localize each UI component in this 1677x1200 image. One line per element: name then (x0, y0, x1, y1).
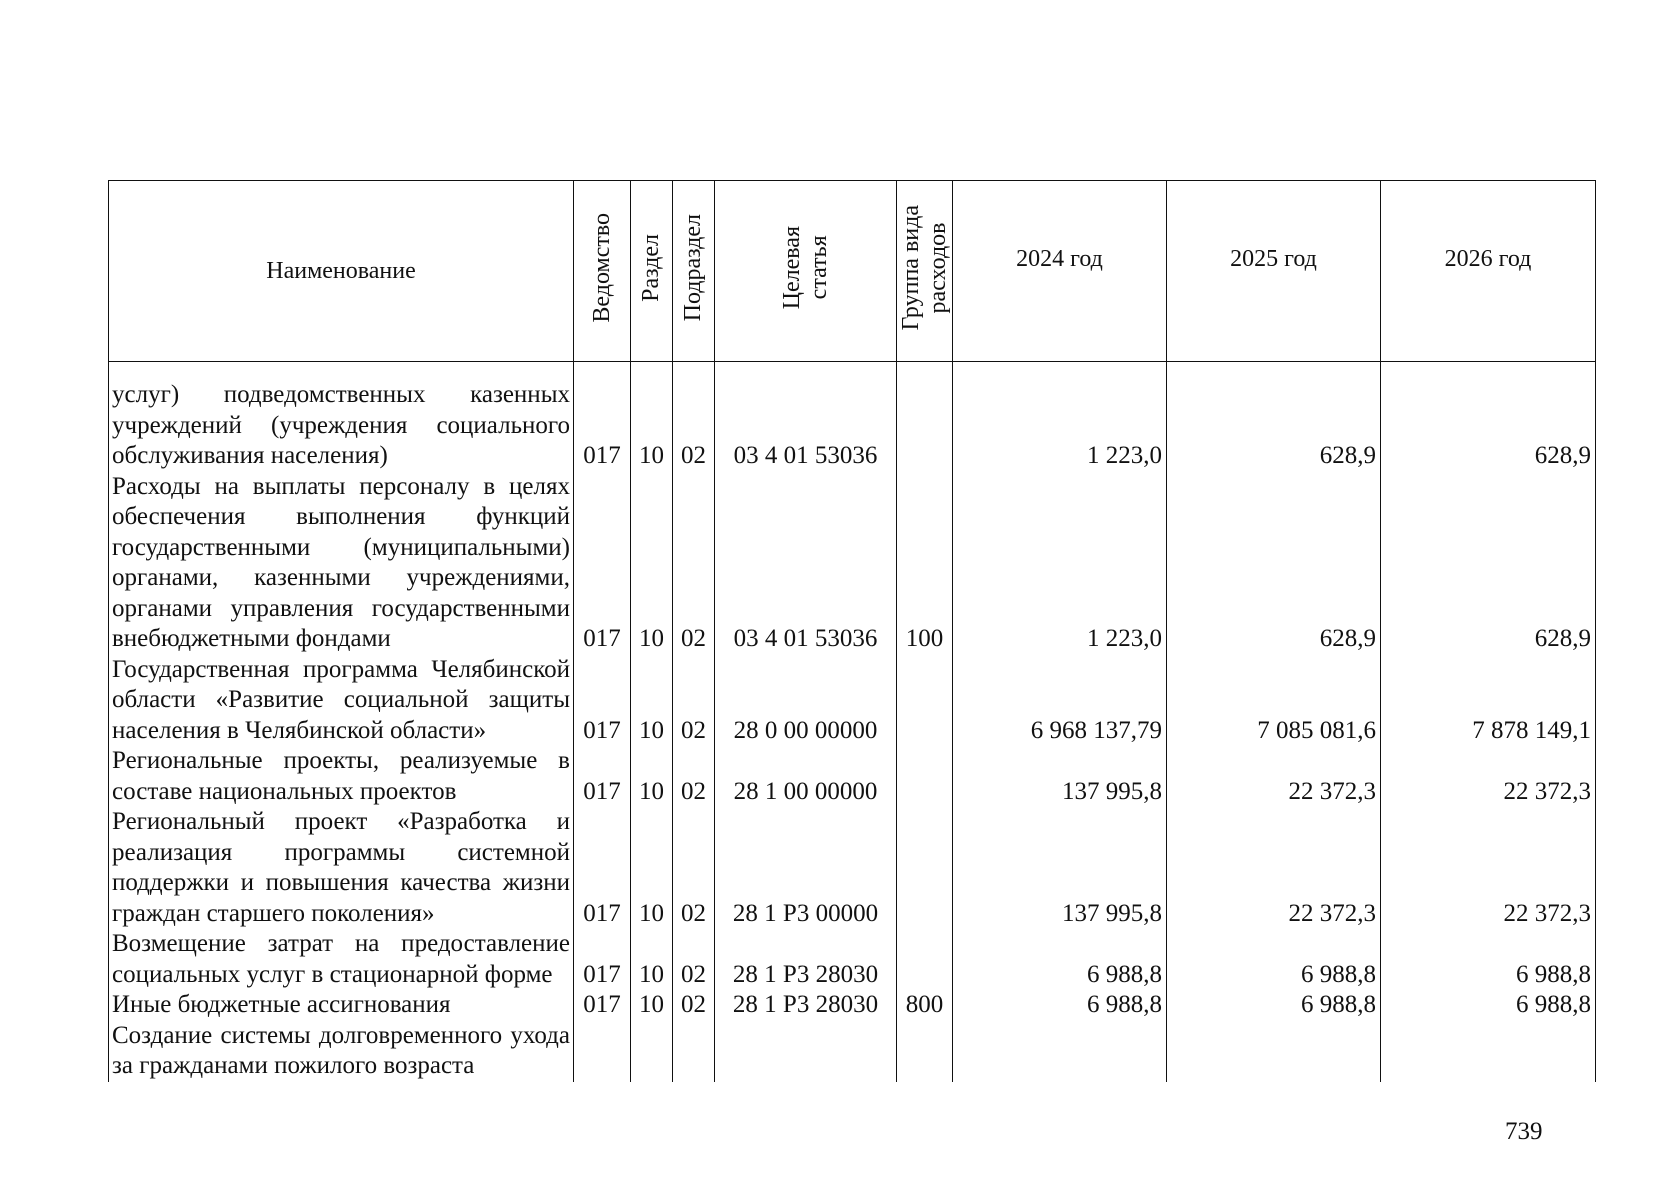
table-row (109, 929, 1596, 990)
row-2024: 137 995,8 (953, 746, 1167, 807)
row-2026 (1381, 1021, 1596, 1082)
row-2026: 6 988,8 (1381, 929, 1596, 990)
budget-table (108, 180, 1596, 1082)
header-gruppa-vida-rashodov: Группа вида расходов (897, 181, 953, 362)
table-row (109, 746, 1596, 807)
row-razdel: 10 (631, 472, 673, 655)
row-2025 (1167, 1021, 1381, 1082)
row-vedomstvo: 017 (574, 380, 631, 472)
row-2024: 1 223,0 (953, 472, 1167, 655)
row-gruppa (897, 807, 953, 929)
row-podrazdel: 02 (673, 655, 715, 747)
row-gruppa (897, 746, 953, 807)
row-2024: 137 995,8 (953, 807, 1167, 929)
row-2026: 22 372,3 (1381, 807, 1596, 929)
row-2026: 7 878 149,1 (1381, 655, 1596, 747)
row-podrazdel: 02 (673, 990, 715, 1021)
row-vedomstvo: 017 (574, 655, 631, 747)
row-razdel: 10 (631, 807, 673, 929)
row-2026: 628,9 (1381, 472, 1596, 655)
row-podrazdel: 02 (673, 746, 715, 807)
row-2026: 628,9 (1381, 380, 1596, 472)
row-razdel: 10 (631, 655, 673, 747)
row-vedomstvo: 017 (574, 472, 631, 655)
header-year-2026: 2026 год (1381, 181, 1596, 362)
row-vedomstvo: 017 (574, 746, 631, 807)
table-row (109, 380, 1596, 472)
row-2025: 6 988,8 (1167, 929, 1381, 990)
header-year-2024: 2024 год (953, 181, 1167, 362)
table-header-row (109, 181, 1596, 362)
row-celevaya-statya: 28 0 00 00000 (715, 655, 897, 747)
row-celevaya-statya: 03 4 01 53036 (715, 472, 897, 655)
row-name: Государственная программа Челябинской области «Развитие социальной защиты населения в Челябинской области» (109, 655, 574, 747)
table-spacer-row (109, 362, 1596, 381)
row-podrazdel: 02 (673, 929, 715, 990)
row-vedomstvo (574, 1021, 631, 1082)
table-row (109, 472, 1596, 655)
row-gruppa (897, 380, 953, 472)
row-podrazdel: 02 (673, 380, 715, 472)
row-2025: 22 372,3 (1167, 807, 1381, 929)
row-razdel: 10 (631, 990, 673, 1021)
header-celevaya-statya: Целевая статья (715, 181, 897, 362)
row-name: Возмещение затрат на предоставление социальных услуг в стационарной форме (109, 929, 574, 990)
row-celevaya-statya: 03 4 01 53036 (715, 380, 897, 472)
row-2026: 22 372,3 (1381, 746, 1596, 807)
row-celevaya-statya: 28 1 Р3 28030 (715, 929, 897, 990)
row-podrazdel: 02 (673, 807, 715, 929)
header-vedomstvo: Ведомство (574, 181, 631, 362)
row-name: Региональные проекты, реализуемые в составе национальных проектов (109, 746, 574, 807)
row-2025: 7 085 081,6 (1167, 655, 1381, 747)
table-row (109, 655, 1596, 747)
header-year-2025: 2025 год (1167, 181, 1381, 362)
row-razdel: 10 (631, 380, 673, 472)
row-gruppa: 800 (897, 990, 953, 1021)
row-vedomstvo: 017 (574, 990, 631, 1021)
row-2025: 6 988,8 (1167, 990, 1381, 1021)
row-gruppa (897, 1021, 953, 1082)
row-2024: 1 223,0 (953, 380, 1167, 472)
row-podrazdel (673, 1021, 715, 1082)
row-gruppa (897, 929, 953, 990)
row-celevaya-statya (715, 1021, 897, 1082)
row-name: Региональный проект «Разработка и реализация программы системной поддержки и повышения качества жизни граждан старшего поколения» (109, 807, 574, 929)
row-razdel: 10 (631, 929, 673, 990)
row-2024 (953, 1021, 1167, 1082)
row-celevaya-statya: 28 1 Р3 00000 (715, 807, 897, 929)
row-2024: 6 988,8 (953, 990, 1167, 1021)
row-name: Расходы на выплаты персоналу в целях обеспечения выполнения функций государственными (муниципальными) органами, казенными учреждениями, органами управления государственными внебюджетными фондами (109, 472, 574, 655)
row-gruppa (897, 655, 953, 747)
header-podrazdel: Подраздел (673, 181, 715, 362)
row-vedomstvo: 017 (574, 807, 631, 929)
table-row (109, 1021, 1596, 1082)
row-podrazdel: 02 (673, 472, 715, 655)
row-2026: 6 988,8 (1381, 990, 1596, 1021)
table-row (109, 990, 1596, 1021)
row-celevaya-statya: 28 1 Р3 28030 (715, 990, 897, 1021)
row-name: Иные бюджетные ассигнования (109, 990, 574, 1021)
row-razdel (631, 1021, 673, 1082)
row-name: услуг) подведомственных казенных учреждений (учреждения социального обслуживания населения) (109, 380, 574, 472)
row-2025: 628,9 (1167, 472, 1381, 655)
row-2024: 6 968 137,79 (953, 655, 1167, 747)
row-razdel: 10 (631, 746, 673, 807)
row-vedomstvo: 017 (574, 929, 631, 990)
row-name: Создание системы долговременного ухода за гражданами пожилого возраста (109, 1021, 574, 1082)
page-number: 739 (1505, 1118, 1543, 1145)
table-row (109, 807, 1596, 929)
header-name: Наименование (109, 181, 574, 362)
row-2025: 628,9 (1167, 380, 1381, 472)
header-razdel: Раздел (631, 181, 673, 362)
row-2024: 6 988,8 (953, 929, 1167, 990)
row-gruppa: 100 (897, 472, 953, 655)
row-2025: 22 372,3 (1167, 746, 1381, 807)
row-celevaya-statya: 28 1 00 00000 (715, 746, 897, 807)
